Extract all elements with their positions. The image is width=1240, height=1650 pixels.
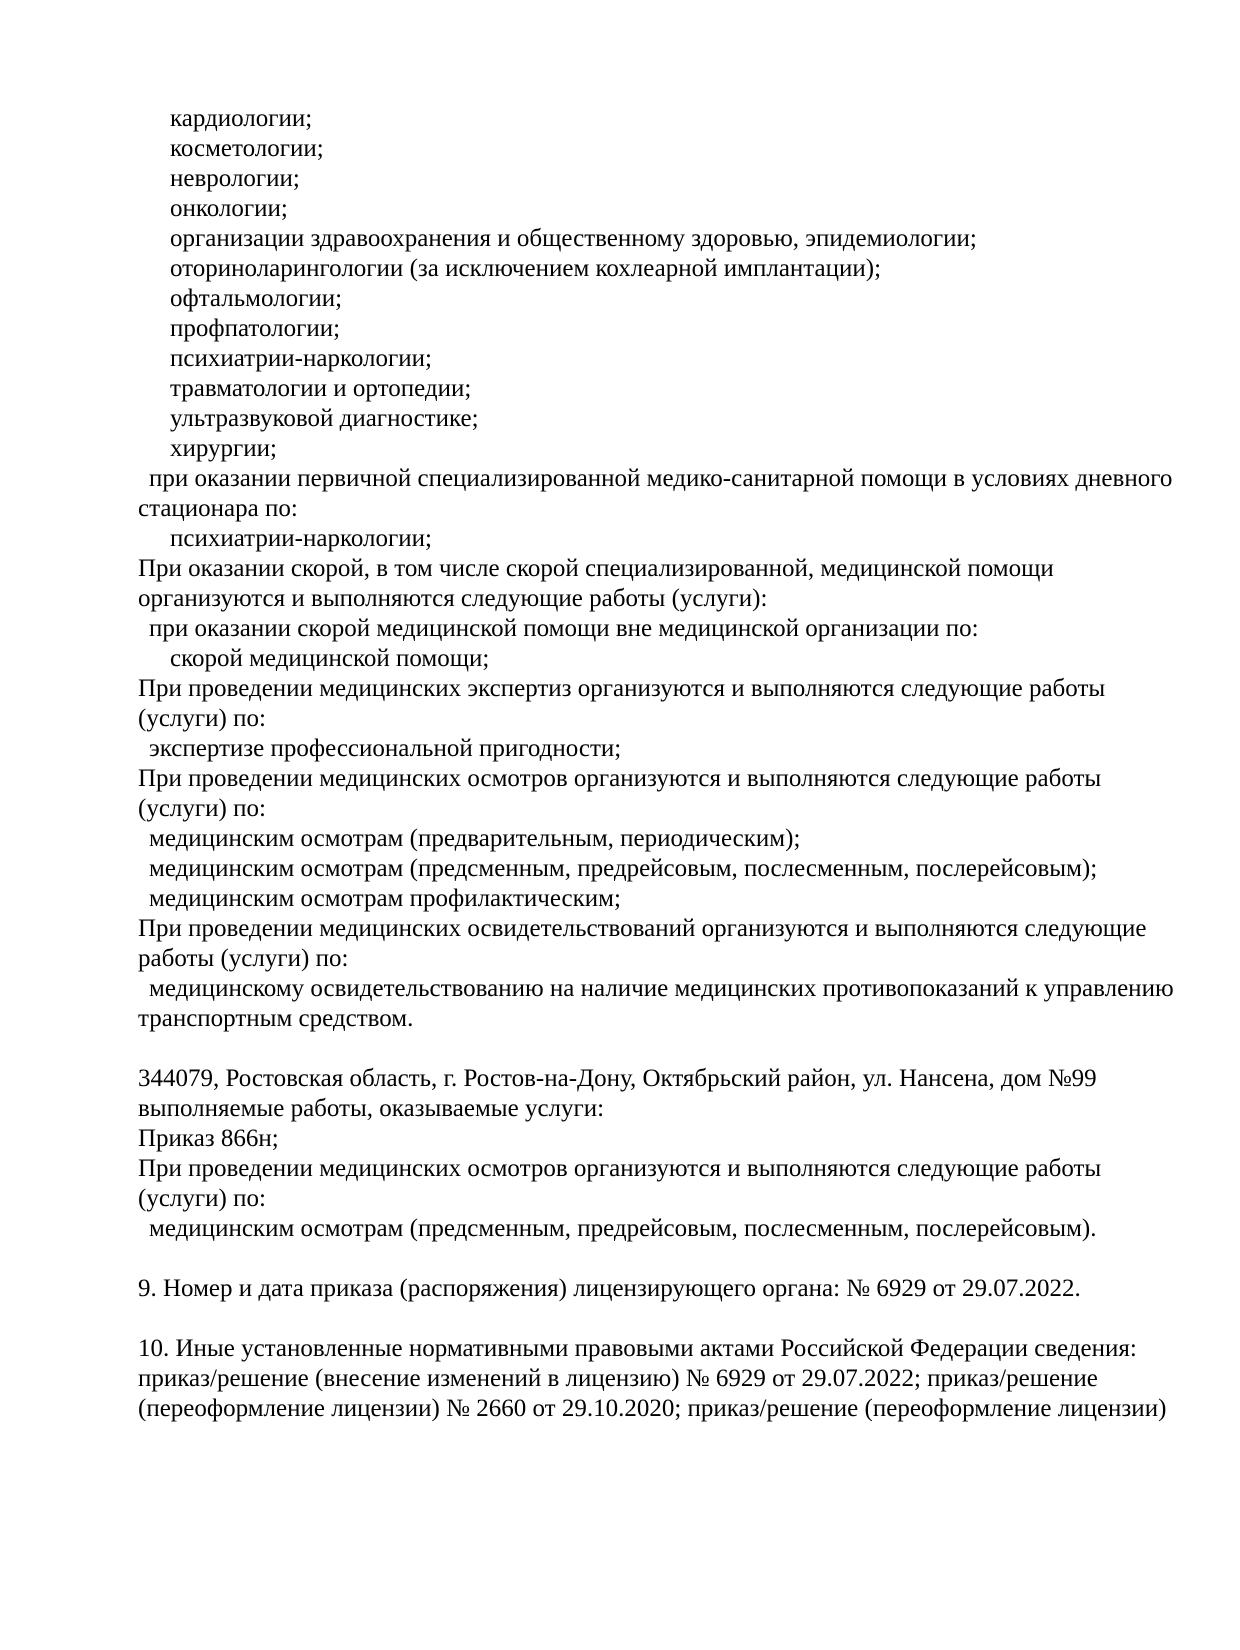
text-line: организуются и выполняются следующие работы (услуги):: [138, 585, 768, 612]
text-line: психиатрии-наркологии;: [170, 345, 432, 372]
text-line: офтальмологии;: [170, 285, 343, 312]
text-line: транспортным средством.: [138, 1005, 414, 1032]
document-body: [138, 104, 1200, 1424]
text-line: Приказ 866н;: [138, 1125, 279, 1152]
text-line: медицинским осмотрам (предсменным, предрейсовым, послесменным, послерейсовым).: [149, 1215, 1097, 1242]
text-line: организации здравоохранения и общественному здоровью, эпидемиологии;: [170, 225, 977, 252]
text-line: При проведении медицинских осмотров организуются и выполняются следующие работы: [138, 765, 1102, 792]
text-line: скорой медицинской помощи;: [170, 645, 490, 672]
text-line: кардиологии;: [170, 105, 313, 132]
text-line: (услуги) по:: [138, 1185, 266, 1212]
text-line: При проведении медицинских освидетельствований организуются и выполняются следующие: [138, 915, 1147, 942]
text-line: медицинским осмотрам профилактическим;: [149, 885, 621, 912]
text-line: профпатологии;: [170, 315, 341, 342]
text-line: травматологии и ортопедии;: [170, 375, 472, 402]
text-line: онкологии;: [170, 195, 288, 222]
text-line: экспертизе профессиональной пригодности;: [149, 735, 622, 762]
text-line: ультразвуковой диагностике;: [170, 405, 479, 432]
text-line: выполняемые работы, оказываемые услуги:: [138, 1095, 605, 1122]
text-line: (услуги) по:: [138, 705, 266, 732]
text-line: медицинским осмотрам (предсменным, предрейсовым, послесменным, послерейсовым);: [149, 855, 1098, 882]
text-line: медицинскому освидетельствованию на наличие медицинских противопоказаний к управлению: [149, 975, 1174, 1002]
text-line: [138, 1244, 1200, 1274]
text-line: 9. Номер и дата приказа (распоряжения) лицензирующего органа: № 6929 от 29.07.2022.: [138, 1275, 1081, 1302]
text-line: медицинским осмотрам (предварительным, периодическим);: [149, 825, 801, 852]
text-line: (услуги) по:: [138, 795, 266, 822]
text-line: оториноларингологии (за исключением кохлеарной имплантации);: [170, 255, 882, 282]
text-line: косметологии;: [170, 135, 324, 162]
text-line: При оказании скорой, в том числе скорой специализированной, медицинской помощи: [138, 555, 1054, 582]
text-line: 344079, Ростовская область, г. Ростов-на-Дону, Октябрьский район, ул. Нансена, дом №99: [138, 1065, 1097, 1092]
text-line: [138, 1034, 1200, 1064]
text-line: При проведении медицинских экспертиз организуются и выполняются следующие работы: [138, 675, 1106, 702]
text-line: работы (услуги) по:: [138, 945, 349, 972]
text-line: психиатрии-наркологии;: [170, 525, 432, 552]
text-line: 10. Иные установленные нормативными правовыми актами Российской Федерации сведения:: [138, 1335, 1137, 1362]
text-line: стационара по:: [138, 495, 298, 522]
text-line: [138, 1304, 1200, 1334]
text-line: При проведении медицинских осмотров организуются и выполняются следующие работы: [138, 1155, 1102, 1182]
text-line: хирургии;: [170, 435, 278, 462]
text-line: при оказании первичной специализированной медико-санитарной помощи в условиях дневного: [149, 465, 1173, 492]
text-line: (переоформление лицензии) № 2660 от 29.10.2020; приказ/решение (переоформление лицензии): [138, 1395, 1167, 1422]
text-line: приказ/решение (внесение изменений в лицензию) № 6929 от 29.07.2022; приказ/решение: [138, 1365, 1098, 1392]
text-line: неврологии;: [170, 165, 300, 192]
text-line: при оказании скорой медицинской помощи вне медицинской организации по:: [149, 615, 979, 642]
